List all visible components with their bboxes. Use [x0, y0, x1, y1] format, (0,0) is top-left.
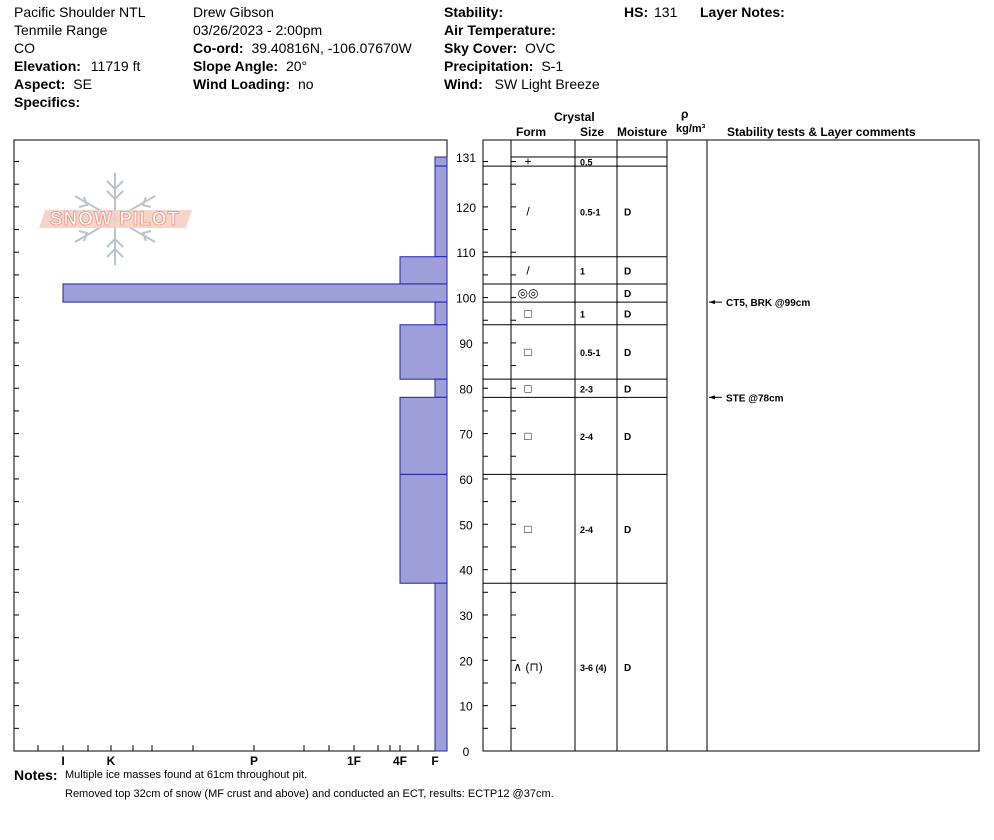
hardness-axis-label: 1F: [346, 754, 362, 768]
aspect-label: Aspect:: [14, 76, 66, 92]
specifics-label: Specifics:: [14, 94, 81, 110]
moisture-cell: D: [624, 347, 632, 359]
grain-form-symbol: □: [524, 344, 532, 359]
grain-form-symbol: /: [526, 263, 530, 278]
grain-size-cell: 0.5-1: [580, 347, 601, 358]
depth-axis-label: 131: [455, 151, 477, 165]
wind-value: SW Light Breeze: [494, 76, 600, 92]
observer-name: Drew Gibson: [193, 4, 274, 20]
hardness-bar: [435, 302, 447, 325]
grain-size-cell: 0.5: [580, 157, 593, 168]
coord-value: 39.40816N, -106.07670W: [251, 40, 412, 56]
wind-loading-label: Wind Loading:: [193, 76, 291, 92]
depth-axis-label: 90: [459, 336, 473, 351]
elevation-label: Elevation:: [14, 58, 81, 74]
hardness-bar: [400, 257, 447, 284]
grain-form-symbol: □: [524, 381, 532, 396]
observation-datetime: 03/26/2023 - 2:00pm: [193, 22, 323, 38]
grain-form-symbol: +: [524, 154, 532, 169]
moisture-cell: D: [624, 266, 632, 278]
depth-axis-label: 70: [459, 427, 473, 442]
grain-size-cell: 2-3: [580, 384, 594, 395]
form-header: Form: [516, 125, 546, 139]
moisture-cell: D: [624, 524, 632, 536]
rho-header: ρ: [681, 107, 689, 121]
hardness-bar: [435, 166, 447, 257]
hardness-bar: [400, 325, 447, 379]
stability-comment: CT5, BRK @99cm: [726, 298, 811, 310]
depth-axis-label: 30: [459, 608, 473, 623]
stability-label: Stability:: [444, 4, 504, 20]
grain-size-cell: 1: [580, 309, 586, 320]
notes-line-2: Removed top 32cm of snow (MF crust and above) and conducted an ECT, results: ECTP12 @37cm.: [65, 788, 554, 800]
aspect-value: SE: [73, 76, 92, 92]
depth-axis-label: 100: [455, 291, 477, 306]
stability-arrow-head: [709, 395, 715, 399]
grain-size-cell: 2-4: [580, 524, 594, 535]
precip-value: S-1: [541, 58, 564, 74]
hardness-axis-label: 4F: [392, 754, 408, 768]
slope-label: Slope Angle:: [193, 58, 279, 74]
hardness-bar: [435, 583, 447, 751]
air-temp-label: Air Temperature:: [444, 22, 556, 38]
stability-comment: STE @78cm: [726, 393, 784, 405]
stability-arrow-head: [709, 300, 715, 304]
hs-value: 131: [654, 4, 678, 20]
depth-axis-label: 60: [459, 472, 473, 487]
grain-form-symbol: □: [524, 428, 532, 443]
precip-label: Precipitation:: [444, 58, 534, 74]
layer-notes-label: Layer Notes:: [700, 4, 785, 20]
wind-label: Wind:: [444, 76, 483, 92]
logo-text: SNOW PILOT: [49, 209, 181, 230]
grain-form-symbol: ◎◎: [517, 286, 539, 301]
hardness-bar: [435, 379, 447, 397]
grain-size-cell: 1: [580, 266, 586, 277]
depth-axis-label: 120: [455, 200, 477, 215]
slope-value: 20°: [285, 58, 308, 74]
grain-form-symbol: /: [526, 204, 530, 219]
coord-label: Co-ord:: [193, 40, 244, 56]
hardness-bar: [435, 157, 447, 166]
state-name: CO: [14, 40, 35, 56]
hs-label: HS:: [624, 4, 649, 20]
hardness-axis-label: P: [249, 754, 259, 768]
moisture-header: Moisture: [617, 125, 668, 139]
notes-line-1: Multiple ice masses found at 61cm throughout pit.: [65, 769, 308, 781]
depth-axis-label: 0: [462, 745, 470, 759]
wind-loading-value: no: [297, 76, 314, 92]
moisture-cell: D: [624, 384, 632, 396]
moisture-cell: D: [624, 289, 632, 301]
moisture-cell: D: [624, 663, 632, 675]
grain-form-symbol: □: [524, 306, 532, 321]
depth-axis-label: 110: [456, 246, 476, 261]
grain-form-symbol: □: [524, 521, 532, 536]
range-name: Tenmile Range: [14, 22, 108, 38]
sky-value: OVC: [525, 40, 556, 56]
stability-comments-header: Stability tests & Layer comments: [727, 125, 916, 139]
depth-axis-label: 50: [459, 518, 473, 533]
sky-label: Sky Cover:: [444, 40, 518, 56]
hardness-bar: [63, 284, 447, 302]
depth-axis-label: 80: [459, 382, 473, 397]
location-name: Pacific Shoulder NTL: [14, 4, 146, 20]
hardness-bar: [400, 474, 447, 583]
notes-label: Notes:: [14, 767, 58, 783]
moisture-cell: D: [624, 207, 632, 219]
size-header: Size: [580, 125, 605, 139]
hardness-axis-label: K: [106, 754, 116, 768]
hardness-axis-label: I: [61, 754, 65, 768]
moisture-cell: D: [624, 309, 632, 321]
grain-form-symbol: ∧ (⊓): [513, 660, 543, 675]
hardness-axis-label: F: [431, 754, 439, 768]
density-unit-header: kg/m³: [676, 123, 706, 135]
grain-size-cell: 2-4: [580, 431, 594, 442]
depth-axis-label: 20: [459, 654, 473, 669]
hardness-bar: [400, 397, 447, 474]
crystal-header: Crystal: [554, 110, 595, 124]
elevation-value: 11719 ft: [90, 58, 141, 74]
grain-size-cell: 3-6 (4): [580, 663, 607, 674]
moisture-cell: D: [624, 431, 632, 443]
grain-size-cell: 0.5-1: [580, 207, 601, 218]
layer-table-frame: [483, 140, 979, 751]
depth-axis-label: 10: [459, 699, 473, 714]
depth-axis-label: 40: [459, 563, 473, 578]
snow-pilot-logo: [39, 173, 192, 265]
